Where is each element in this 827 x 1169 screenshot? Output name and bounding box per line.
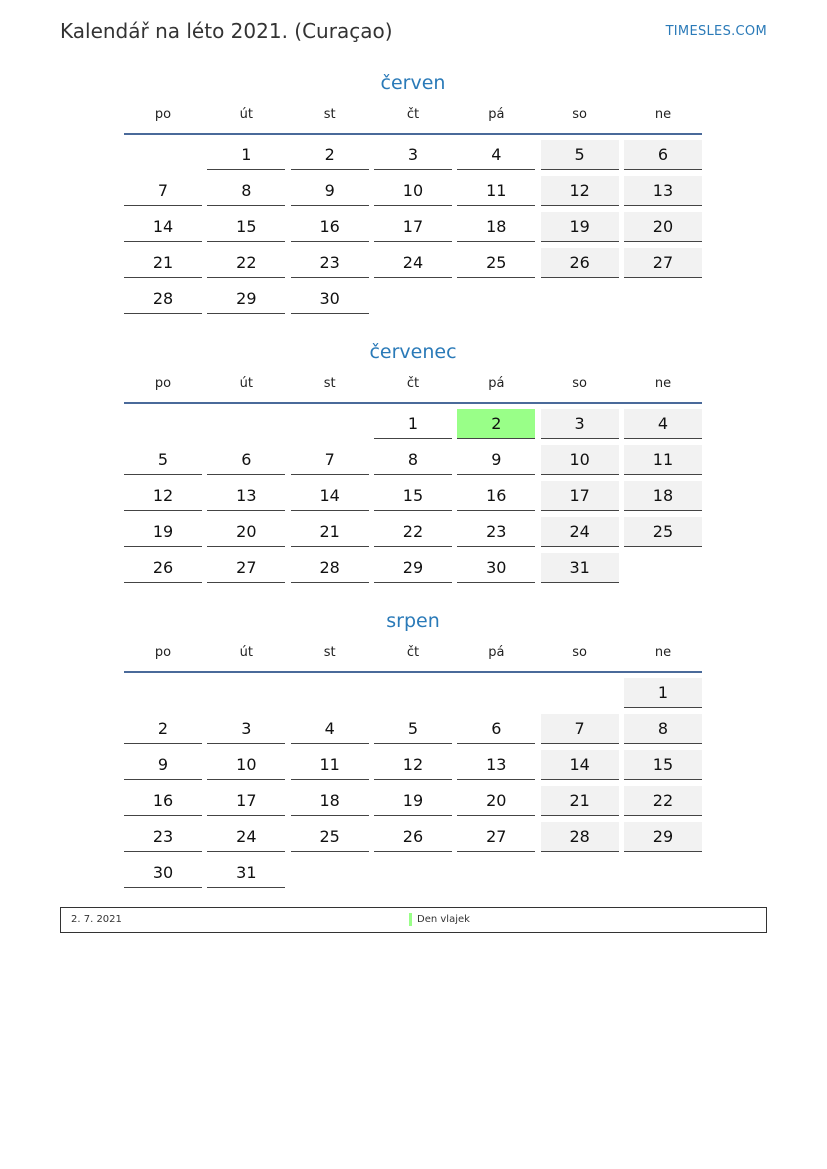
weekday-header-row: [124, 643, 702, 673]
day-cell[interactable]: 23: [457, 517, 535, 547]
week-row: [124, 176, 702, 212]
empty-day-cell: [124, 678, 202, 708]
empty-day-cell: [374, 678, 452, 708]
day-cell[interactable]: 27: [207, 553, 285, 583]
weekday-label: po: [154, 645, 172, 660]
day-cell[interactable]: 20: [624, 212, 702, 242]
weekday-label: st: [323, 376, 336, 391]
weekday-label: so: [572, 645, 587, 660]
empty-day-cell: [624, 858, 702, 888]
day-cell[interactable]: 27: [457, 822, 535, 852]
day-cell[interactable]: 21: [124, 248, 202, 278]
weekday-label: čt: [406, 645, 420, 660]
day-cell[interactable]: 10: [541, 445, 619, 475]
day-cell[interactable]: 6: [624, 140, 702, 170]
empty-day-cell: [207, 409, 285, 439]
day-cell[interactable]: 31: [207, 858, 285, 888]
day-cell[interactable]: 28: [291, 553, 369, 583]
weekday-label: po: [154, 376, 172, 391]
day-cell[interactable]: 11: [457, 176, 535, 206]
weeks-grid: [124, 140, 702, 320]
week-row: [124, 140, 702, 176]
day-cell[interactable]: 30: [124, 858, 202, 888]
weekday-label: st: [323, 107, 336, 122]
day-cell[interactable]: 15: [374, 481, 452, 511]
day-cell[interactable]: 23: [124, 822, 202, 852]
week-row: [124, 553, 702, 589]
legend-holiday-name: Den vlajek: [417, 914, 470, 925]
empty-day-cell: [207, 678, 285, 708]
day-cell[interactable]: 8: [624, 714, 702, 744]
weekday-label: út: [239, 107, 253, 122]
day-cell[interactable]: 11: [624, 445, 702, 475]
day-cell[interactable]: 3: [374, 140, 452, 170]
day-cell[interactable]: 14: [541, 750, 619, 780]
day-cell[interactable]: 18: [291, 786, 369, 816]
day-cell[interactable]: 29: [207, 284, 285, 314]
weekday-label: pá: [488, 376, 505, 391]
day-cell[interactable]: 14: [291, 481, 369, 511]
week-row: [124, 481, 702, 517]
day-cell[interactable]: 17: [374, 212, 452, 242]
empty-day-cell: [291, 409, 369, 439]
day-cell[interactable]: 19: [374, 786, 452, 816]
day-cell[interactable]: 21: [291, 517, 369, 547]
day-cell[interactable]: 24: [541, 517, 619, 547]
empty-day-cell: [624, 553, 702, 583]
empty-day-cell: [374, 858, 452, 888]
week-row: [124, 445, 702, 481]
day-cell[interactable]: 19: [541, 212, 619, 242]
weekday-label: po: [154, 107, 172, 122]
day-cell[interactable]: 28: [124, 284, 202, 314]
day-cell[interactable]: 2: [124, 714, 202, 744]
day-cell[interactable]: 23: [291, 248, 369, 278]
day-cell[interactable]: 22: [207, 248, 285, 278]
day-cell[interactable]: 12: [124, 481, 202, 511]
day-cell[interactable]: 16: [124, 786, 202, 816]
day-cell[interactable]: 7: [291, 445, 369, 475]
weekday-label: út: [239, 645, 253, 660]
day-cell[interactable]: 29: [374, 553, 452, 583]
day-cell[interactable]: 11: [291, 750, 369, 780]
legend-date: 2. 7. 2021: [71, 914, 122, 925]
day-cell[interactable]: 14: [124, 212, 202, 242]
day-cell[interactable]: 5: [374, 714, 452, 744]
month-august: [124, 608, 702, 894]
empty-day-cell: [374, 284, 452, 314]
day-cell[interactable]: 16: [457, 481, 535, 511]
day-cell[interactable]: 17: [207, 786, 285, 816]
day-cell[interactable]: 24: [207, 822, 285, 852]
page-title: Kalendář na léto 2021. (Curaçao): [60, 19, 393, 43]
month-name: červen: [380, 72, 446, 94]
empty-day-cell: [457, 284, 535, 314]
weekday-label: ne: [654, 107, 672, 122]
empty-day-cell: [541, 284, 619, 314]
day-cell[interactable]: 30: [457, 553, 535, 583]
day-cell[interactable]: 1: [374, 409, 452, 439]
day-cell[interactable]: 9: [124, 750, 202, 780]
day-cell[interactable]: 13: [457, 750, 535, 780]
day-cell[interactable]: 18: [457, 212, 535, 242]
day-cell[interactable]: 8: [207, 176, 285, 206]
day-cell[interactable]: 25: [291, 822, 369, 852]
weekday-label: čt: [406, 376, 420, 391]
day-cell[interactable]: 27: [624, 248, 702, 278]
weekday-header-row: [124, 374, 702, 404]
day-cell[interactable]: 15: [624, 750, 702, 780]
day-cell[interactable]: 4: [291, 714, 369, 744]
day-cell[interactable]: 6: [207, 445, 285, 475]
week-row: [124, 822, 702, 858]
day-cell[interactable]: 15: [207, 212, 285, 242]
week-row: [124, 678, 702, 714]
weekday-label: ne: [654, 376, 672, 391]
day-cell[interactable]: 12: [374, 750, 452, 780]
day-cell[interactable]: 12: [541, 176, 619, 206]
week-row: [124, 517, 702, 553]
month-name: srpen: [386, 610, 440, 632]
weeks-grid: [124, 409, 702, 589]
weekday-label: st: [323, 645, 336, 660]
month-name: červenec: [369, 341, 457, 363]
weeks-grid: [124, 678, 702, 894]
weekday-label: čt: [406, 107, 420, 122]
week-row: [124, 786, 702, 822]
day-cell[interactable]: 4: [624, 409, 702, 439]
day-cell[interactable]: 6: [457, 714, 535, 744]
empty-day-cell: [457, 678, 535, 708]
week-row: [124, 750, 702, 786]
empty-day-cell: [291, 678, 369, 708]
weekday-label: pá: [488, 107, 505, 122]
day-cell[interactable]: 18: [624, 481, 702, 511]
week-row: [124, 212, 702, 248]
empty-day-cell: [541, 858, 619, 888]
week-row: [124, 409, 702, 445]
empty-day-cell: [291, 858, 369, 888]
day-cell[interactable]: 3: [541, 409, 619, 439]
day-cell[interactable]: 20: [457, 786, 535, 816]
day-cell[interactable]: 10: [374, 176, 452, 206]
day-cell[interactable]: 3: [207, 714, 285, 744]
holiday-color-marker: [409, 913, 412, 926]
week-row: [124, 284, 702, 320]
day-cell[interactable]: 9: [291, 176, 369, 206]
day-cell[interactable]: 20: [207, 517, 285, 547]
weekday-label: pá: [488, 645, 505, 660]
day-cell[interactable]: 22: [374, 517, 452, 547]
month-june: [124, 70, 702, 320]
week-row: [124, 858, 702, 894]
day-cell[interactable]: 4: [457, 140, 535, 170]
empty-day-cell: [124, 140, 202, 170]
day-cell[interactable]: 5: [124, 445, 202, 475]
weekday-label: ne: [654, 645, 672, 660]
day-cell[interactable]: 21: [541, 786, 619, 816]
day-cell[interactable]: 13: [207, 481, 285, 511]
month-july: [124, 339, 702, 589]
day-cell[interactable]: 25: [457, 248, 535, 278]
day-cell[interactable]: 7: [124, 176, 202, 206]
day-cell[interactable]: 22: [624, 786, 702, 816]
day-cell[interactable]: 9: [457, 445, 535, 475]
weekday-header-row: [124, 105, 702, 135]
day-cell[interactable]: 24: [374, 248, 452, 278]
day-cell[interactable]: 26: [541, 248, 619, 278]
day-cell[interactable]: 26: [374, 822, 452, 852]
week-row: [124, 248, 702, 284]
empty-day-cell: [457, 858, 535, 888]
site-link[interactable]: TIMESLES.COM: [665, 24, 767, 39]
day-cell[interactable]: 1: [624, 678, 702, 708]
holiday-day-cell[interactable]: 2: [457, 409, 535, 439]
weekday-label: so: [572, 107, 587, 122]
day-cell[interactable]: 10: [207, 750, 285, 780]
day-cell[interactable]: 26: [124, 553, 202, 583]
empty-day-cell: [124, 409, 202, 439]
day-cell[interactable]: 8: [374, 445, 452, 475]
day-cell[interactable]: 31: [541, 553, 619, 583]
day-cell[interactable]: 5: [541, 140, 619, 170]
weekday-label: út: [239, 376, 253, 391]
day-cell[interactable]: 16: [291, 212, 369, 242]
day-cell[interactable]: 30: [291, 284, 369, 314]
day-cell[interactable]: 13: [624, 176, 702, 206]
day-cell[interactable]: 28: [541, 822, 619, 852]
day-cell[interactable]: 19: [124, 517, 202, 547]
day-cell[interactable]: 1: [207, 140, 285, 170]
holiday-legend: [60, 907, 767, 933]
day-cell[interactable]: 25: [624, 517, 702, 547]
day-cell[interactable]: 17: [541, 481, 619, 511]
week-row: [124, 714, 702, 750]
day-cell[interactable]: 29: [624, 822, 702, 852]
empty-day-cell: [541, 678, 619, 708]
weekday-label: so: [572, 376, 587, 391]
day-cell[interactable]: 2: [291, 140, 369, 170]
day-cell[interactable]: 7: [541, 714, 619, 744]
empty-day-cell: [624, 284, 702, 314]
